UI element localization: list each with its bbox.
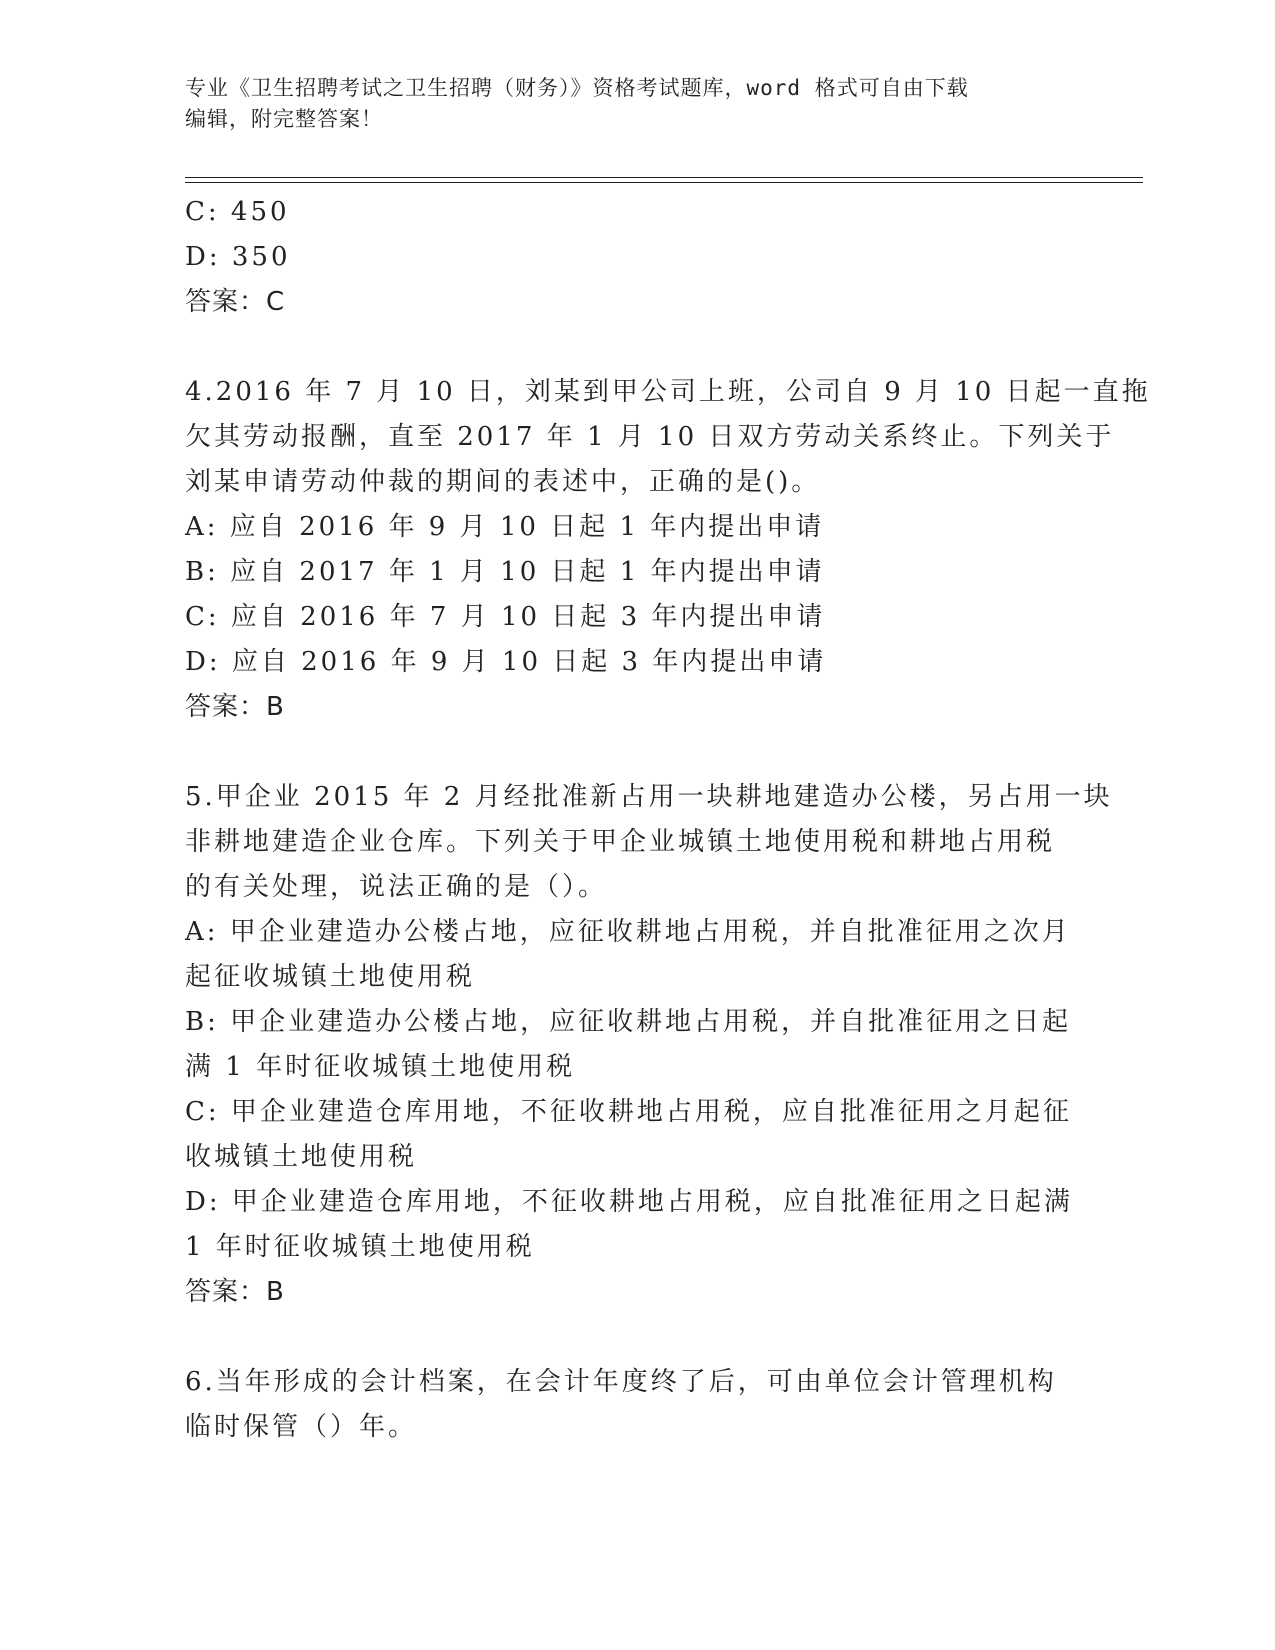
question-list (185, 190, 1151, 1450)
spacer (185, 1315, 1065, 1360)
option-d: D: 应自 2016 年 9 月 10 日起 3 年内提出申请 (185, 647, 827, 677)
question-3 (185, 190, 1065, 325)
option-b: B: 应自 2017 年 1 月 10 日起 1 年内提出申请 (185, 557, 825, 587)
spacer (185, 325, 1065, 370)
answer-line: 答案：C (185, 287, 286, 317)
option-d: D: 甲企业建造仓库用地，不征收耕地占用税，应自批准征用之日起满 (185, 1187, 1073, 1217)
answer-line: 答案：B (185, 692, 285, 722)
option-d-cont: 1 年时征收城镇土地使用税 (185, 1232, 535, 1262)
header-line-2: 编辑，附完整答案！ (185, 107, 383, 131)
header-divider-bottom (185, 182, 1143, 183)
option-c: C: 甲企业建造仓库用地，不征收耕地占用税，应自批准征用之月起征 (185, 1097, 1072, 1127)
option-c: C: 450 (185, 197, 290, 227)
question-6 (185, 1360, 1065, 1450)
question-stem: 的有关处理，说法正确的是（）。 (185, 872, 608, 902)
question-stem: 5.甲企业 2015 年 2 月经批准新占用一块耕地建造办公楼，另占用一块 (185, 782, 1113, 812)
question-stem: 非耕地建造企业仓库。下列关于甲企业城镇土地使用税和耕地占用税 (185, 827, 1056, 857)
option-b-cont: 满 1 年时征收城镇土地使用税 (185, 1052, 576, 1082)
question-5 (185, 775, 1113, 1315)
question-stem: 刘某申请劳动仲裁的期间的表述中，正确的是()。 (185, 467, 821, 497)
option-a: A: 甲企业建造办公楼占地，应征收耕地占用税，并自批准征用之次月 (185, 917, 1071, 947)
question-stem: 6.当年形成的会计档案，在会计年度终了后，可由单位会计管理机构 (185, 1367, 1057, 1397)
answer-line: 答案：B (185, 1277, 285, 1307)
option-b: B: 甲企业建造办公楼占地，应征收耕地占用税，并自批准征用之日起 (185, 1007, 1072, 1037)
spacer (185, 730, 1065, 775)
question-stem: 4.2016 年 7 月 10 日，刘某到甲公司上班，公司自 9 月 10 日起一直拖 (185, 377, 1151, 407)
option-a: A: 应自 2016 年 9 月 10 日起 1 年内提出申请 (185, 512, 825, 542)
option-d: D: 350 (185, 242, 291, 272)
page-header (185, 73, 1065, 135)
header-line-1: 专业《卫生招聘考试之卫生招聘（财务）》资格考试题库，word 格式可自由下载 (185, 76, 969, 100)
question-stem: 临时保管（）年。 (185, 1412, 418, 1442)
question-stem: 欠其劳动报酬，直至 2017 年 1 月 10 日双方劳动关系终止。下列关于 (185, 422, 1115, 452)
option-c: C: 应自 2016 年 7 月 10 日起 3 年内提出申请 (185, 602, 826, 632)
option-a-cont: 起征收城镇土地使用税 (185, 962, 476, 992)
question-4 (185, 370, 1151, 730)
header-divider-top (185, 177, 1143, 178)
option-c-cont: 收城镇土地使用税 (185, 1142, 418, 1172)
